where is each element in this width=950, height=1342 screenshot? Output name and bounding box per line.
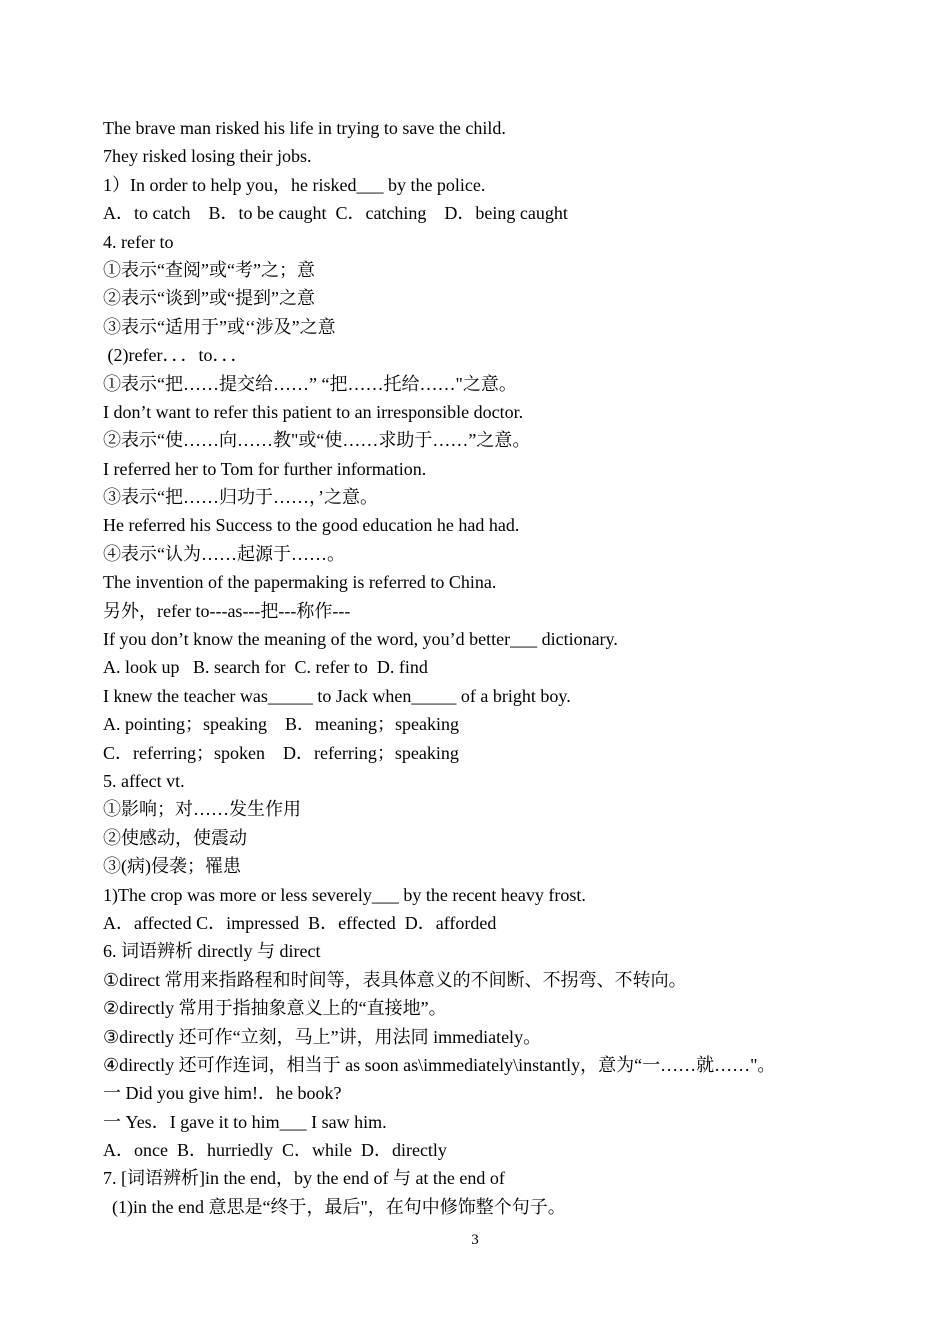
text-line: I referred her to Tom for further information.	[103, 458, 427, 479]
text-line: ①表示“查阅”或“考”之；意	[103, 259, 315, 280]
text-line: ②表示“谈到”或“提到”之意	[103, 288, 315, 309]
text-line: He referred his Success to the good education he had had.	[103, 515, 520, 536]
text-line: ②表示“使……向……教"或“使……求助于……”之意。	[103, 430, 531, 451]
text-line: ③表示“适用于”或‘‘涉及”之意	[103, 316, 336, 337]
text-line: ④表示“认为……起源于……。	[103, 543, 345, 564]
text-line: 一 Yes．I gave it to him___ I saw him.	[103, 1111, 387, 1132]
text-line: A．to catch B．to be caught C．catching D．being caught	[103, 203, 568, 224]
text-line: I don’t want to refer this patient to an irresponsible doctor.	[103, 401, 524, 422]
text-line: A. look up B. search for C. refer to D. find	[103, 657, 428, 678]
text-line: ④directly 还可作连词，相当于 as soon as\immediately\instantly，意为“一……就……"。	[103, 1054, 776, 1075]
section-heading: 5. affect vt.	[103, 770, 185, 791]
text-line: 1)The crop was more or less severely___ by the recent heavy frost.	[103, 884, 586, 905]
section-heading: 6. 词语辨析 directly 与 direct	[103, 941, 321, 962]
text-line: ①影响；对……发生作用	[103, 799, 301, 820]
text-line: A．once B．hurriedly C．while D．directly	[103, 1140, 447, 1161]
document-body	[103, 114, 863, 1221]
text-line: ①表示“把……提交给……” “把……托给……"之意。	[103, 373, 517, 394]
text-line: ①direct 常用来指路程和时间等，表具体意义的不间断、不拐弯、不转向。	[103, 969, 687, 990]
text-line: ②使感动，使震动	[103, 827, 247, 848]
text-line: ③(病)侵袭；罹患	[103, 856, 241, 877]
text-line: 一 Did you give him!．he book?	[103, 1083, 342, 1104]
section-heading: 4. refer to	[103, 231, 174, 252]
text-line: 1）In order to help you，he risked___ by the police.	[103, 174, 486, 195]
text-line: If you don’t know the meaning of the word, you’d better___ dictionary.	[103, 629, 618, 650]
text-line: C．referring；spoken D．referring；speaking	[103, 742, 459, 763]
text-line: A. pointing；speaking B．meaning；speaking	[103, 714, 459, 735]
text-line: The invention of the papermaking is referred to China.	[103, 572, 497, 593]
section-heading: 7. [词语辨析]in the end，by the end of 与 at the end of	[103, 1168, 505, 1189]
text-line: 另外，refer to---as---把---称作---	[103, 600, 351, 621]
text-line: (1)in the end 意思是“终于，最后"，在句中修饰整个句子。	[103, 1196, 566, 1217]
text-line: ②directly 常用于指抽象意义上的“直接地”。	[103, 998, 447, 1019]
text-line: The brave man risked his life in trying to save the child.	[103, 118, 506, 138]
text-line: ③表示“把……归功于……，’之意。	[103, 487, 378, 508]
text-line: (2)refer．．．to．．．	[103, 345, 249, 366]
text-line: I knew the teacher was_____ to Jack when_____ of a bright boy.	[103, 685, 571, 706]
text-line: ③directly 还可作“立刻，马上”讲，用法同 immediately。	[103, 1026, 542, 1047]
page-number: 3	[471, 1232, 479, 1248]
text-line: A．affected C．impressed B．effected D．afforded	[103, 912, 497, 933]
text-line: 7hey risked losing their jobs.	[103, 146, 312, 167]
